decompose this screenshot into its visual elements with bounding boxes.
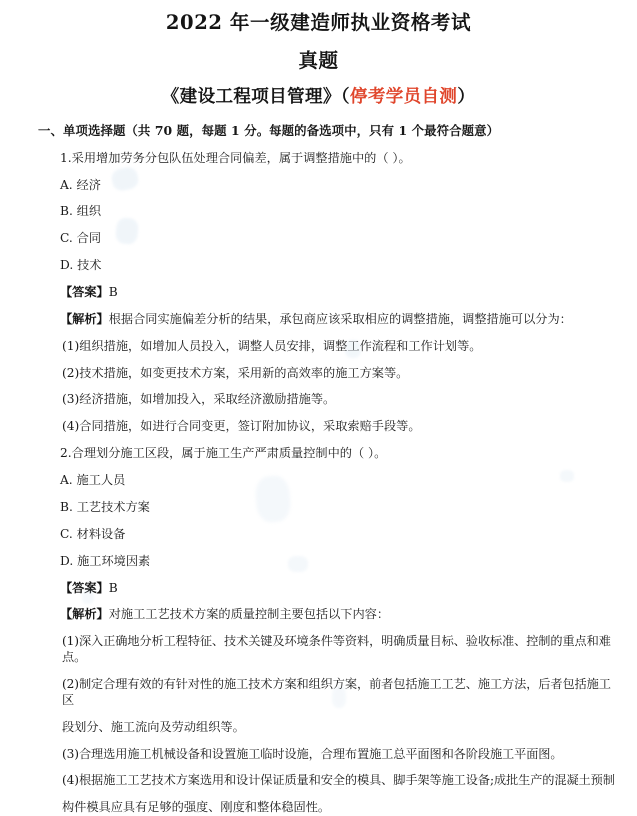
answer-value: B	[108, 580, 118, 595]
explanation-lead	[38, 596, 615, 623]
question-stem: 1.采用增加劳务分包队伍处理合同偏差，属于调整措施中的（ ）。	[60, 150, 411, 165]
option-d[interactable]: D. 施工环境因素	[60, 553, 151, 568]
answer-label: 【答案】	[60, 580, 109, 595]
explanation-item: (4)合同措施，如进行合同变更，签订附加协议，采取索赔手段等。	[62, 419, 421, 434]
option-c[interactable]: C. 合同	[60, 231, 102, 246]
questions-body	[0, 139, 637, 816]
explanation-text: 根据合同实施偏差分析的结果，承包商应该采取相应的调整措施，调整措施可以分为：	[108, 311, 572, 326]
explanation-item: (3)合理选用施工机械设备和设置施工临时设施，合理布置施工总平面图和各阶段施工平面图。	[62, 746, 563, 761]
document-title-line-2: 真题	[298, 49, 339, 73]
explanation-lead	[38, 301, 615, 328]
explanation-item: (3)经济措施，如增加投入，采取经济激励措施等。	[62, 392, 336, 407]
option-a[interactable]: A. 施工人员	[60, 473, 126, 488]
subject-note-highlight: 停考学员自测	[349, 86, 458, 107]
explanation-item: (1)组织措施，如增加人员投入，调整人员安排，调整工作流程和工作计划等。	[62, 338, 482, 353]
subject-note-close-paren: ）	[457, 86, 476, 107]
explanation-item-continuation: 构件模具应具有足够的强度、刚度和整体稳固性。	[62, 800, 331, 815]
option-c[interactable]: C. 材料设备	[60, 526, 126, 541]
question-block	[38, 139, 615, 435]
answer-value: B	[108, 285, 118, 300]
option-d[interactable]: D. 技术	[60, 258, 102, 273]
option-a[interactable]: A. 经济	[60, 177, 101, 192]
answer-label: 【答案】	[60, 285, 109, 300]
subject-name: 《建设工程项目管理》	[161, 86, 341, 107]
explanation-label: 【解析】	[60, 311, 109, 326]
answer-line	[38, 274, 615, 301]
option-b[interactable]: B. 组织	[60, 204, 102, 219]
explanation-item: (2)制定合理有效的有针对性的施工技术方案和组织方案，前者包括施工工艺、施工方法，后者包括施工区	[62, 676, 611, 707]
subject-note-open-paren: （	[340, 86, 350, 107]
explanation-item-continuation: 段划分、施工流向及劳动组织等。	[62, 719, 245, 734]
option-b[interactable]: B. 工艺技术方案	[60, 499, 150, 514]
document-title-line-1: 2022 年一级建造师执业资格考试	[165, 11, 472, 34]
answer-line	[38, 570, 615, 597]
explanation-item: (4)根据施工工艺技术方案选用和设计保证质量和安全的模具、脚手架等施工设备;成批生产的混凝土预制	[62, 773, 615, 788]
question-block	[38, 435, 615, 816]
section-heading: 一、单项选择题（共 70 题，每题 1 分。每题的备选项中，只有 1 个最符合题意）	[38, 122, 500, 138]
explanation-item: (2)技术措施，如变更技术方案，采用新的高效率的施工方案等。	[62, 365, 409, 380]
explanation-item: (1)深入正确地分析工程特征、技术关键及环境条件等资料，明确质量目标、验收标准、控制的重点和难点。	[62, 634, 611, 665]
question-stem: 2.合理划分施工区段，属于施工生产严肃质量控制中的（ ）。	[60, 446, 387, 461]
explanation-label: 【解析】	[60, 607, 109, 622]
explanation-text: 对施工工艺技术方案的质量控制主要包括以下内容：	[108, 607, 390, 622]
document-subject-title	[0, 74, 637, 109]
